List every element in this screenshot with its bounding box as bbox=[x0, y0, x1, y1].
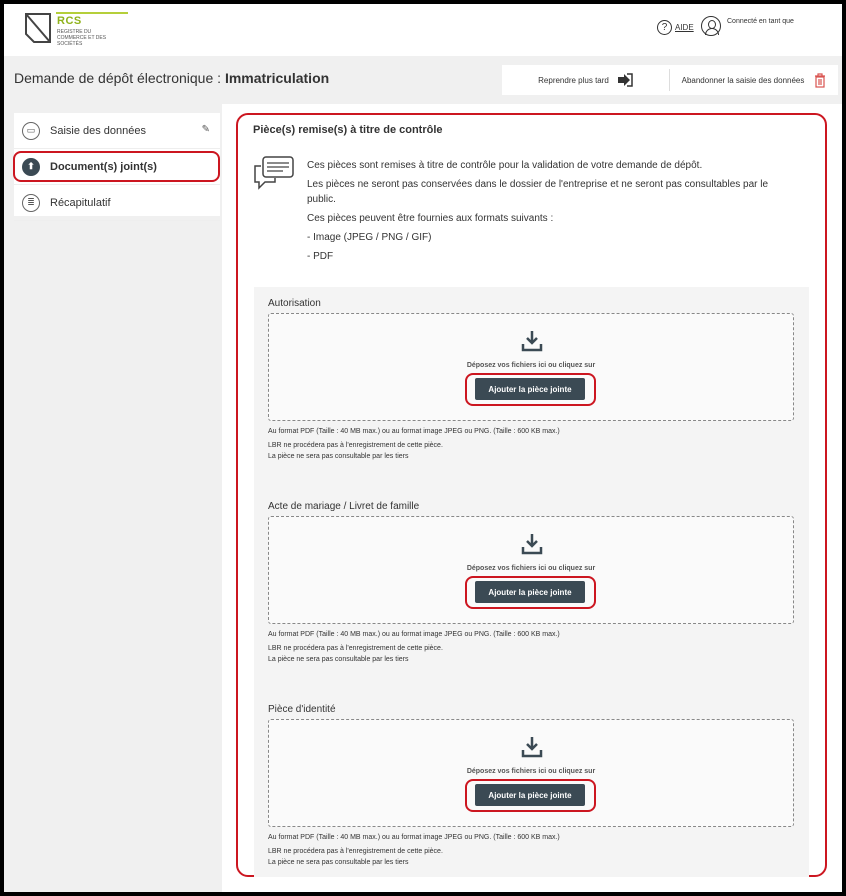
note-lbr: LBR ne procédera pas à l'enregistrement de cette pièce. bbox=[268, 645, 443, 652]
add-attachment-button[interactable]: Ajouter la pièce jointe bbox=[475, 378, 585, 400]
upload-notes bbox=[268, 629, 560, 665]
upload-label: Pièce d'identité bbox=[268, 704, 336, 715]
logo-tagline: REGISTRE DU COMMERCE ET DES SOCIÉTÉS bbox=[57, 29, 107, 47]
sidebar-item-label: Saisie des données bbox=[50, 124, 147, 137]
logo-name: RCS bbox=[57, 15, 82, 27]
info-line: Les pièces ne seront pas conservées dans le dossier de l'entreprise et ne seront pas consultables par le public. bbox=[307, 179, 769, 205]
chat-bubbles-icon bbox=[253, 156, 295, 190]
title-bar bbox=[4, 56, 842, 98]
format-note: Au format PDF (Taille : 40 MB max.) ou au format image JPEG ou PNG. (Taille : 600 KB max.) bbox=[268, 834, 560, 841]
upload-block-acte-mariage bbox=[268, 501, 798, 663]
sidebar-item-label: Document(s) joint(s) bbox=[50, 160, 157, 173]
resume-later-button[interactable] bbox=[502, 69, 670, 91]
info-line: - PDF bbox=[307, 251, 334, 262]
upload-notes bbox=[268, 426, 560, 462]
upload-label: Acte de mariage / Livret de famille bbox=[268, 501, 420, 512]
sidebar-item-recapitulatif[interactable] bbox=[14, 185, 220, 221]
page-title-name: Immatriculation bbox=[224, 70, 330, 86]
top-header bbox=[4, 4, 842, 56]
abandon-label: Abandonner la saisie des données bbox=[681, 75, 805, 85]
question-icon: ? bbox=[657, 20, 672, 35]
help-label: AIDE bbox=[675, 23, 694, 32]
trash-icon bbox=[814, 73, 826, 88]
dropzone-text: Déposez vos fichiers ici ou cliquez sur bbox=[466, 362, 596, 369]
page-title-prefix: Demande de dépôt électronique : bbox=[14, 70, 225, 86]
sidebar-item-documents[interactable] bbox=[14, 149, 220, 185]
upload-block-autorisation bbox=[268, 298, 798, 460]
resume-later-label: Reprendre plus tard bbox=[538, 75, 609, 85]
info-line: Ces pièces peuvent être fournies aux formats suivants : bbox=[307, 213, 554, 224]
user-menu[interactable] bbox=[701, 16, 794, 36]
download-icon bbox=[521, 330, 543, 352]
dropzone[interactable] bbox=[268, 516, 794, 624]
format-note: Au format PDF (Taille : 40 MB max.) ou au format image JPEG ou PNG. (Taille : 600 KB max.) bbox=[268, 631, 560, 638]
dropzone[interactable] bbox=[268, 313, 794, 421]
help-link[interactable] bbox=[657, 20, 694, 35]
upload-notes bbox=[268, 832, 560, 868]
user-label: Connecté en tant que bbox=[727, 18, 794, 25]
book-icon: ▭ bbox=[22, 122, 40, 140]
sidebar-item-label: Récapitulatif bbox=[50, 196, 111, 209]
edit-note-icon: ✎ bbox=[201, 124, 210, 135]
info-line: - Image (JPEG / PNG / GIF) bbox=[307, 232, 432, 243]
logo-accent-line bbox=[56, 12, 128, 14]
dropzone[interactable] bbox=[268, 719, 794, 827]
page-title bbox=[14, 70, 329, 86]
section-title: Pièce(s) remise(s) à titre de contrôle bbox=[253, 124, 443, 136]
dropzone-text: Déposez vos fichiers ici ou cliquez sur bbox=[466, 565, 596, 572]
upload-label: Autorisation bbox=[268, 298, 321, 309]
info-line: Ces pièces sont remises à titre de contrôle pour la validation de votre demande de dépôt. bbox=[307, 160, 703, 171]
note-tiers: La pièce ne sera pas consultable par les tiers bbox=[268, 656, 409, 663]
abandon-button[interactable] bbox=[670, 69, 838, 91]
note-lbr: LBR ne procédera pas à l'enregistrement de cette pièce. bbox=[268, 442, 443, 449]
dropzone-text: Déposez vos fichiers ici ou cliquez sur bbox=[466, 768, 596, 775]
user-avatar-icon bbox=[701, 16, 721, 36]
sign-out-arrow-icon bbox=[617, 73, 633, 87]
rcs-logo[interactable] bbox=[24, 10, 134, 52]
logo-mark-icon bbox=[24, 12, 52, 44]
add-attachment-button[interactable]: Ajouter la pièce jointe bbox=[475, 581, 585, 603]
cloud-upload-icon: ⬆ bbox=[22, 158, 40, 176]
format-note: Au format PDF (Taille : 40 MB max.) ou au format image JPEG ou PNG. (Taille : 600 KB max.) bbox=[268, 428, 560, 435]
sidebar-nav bbox=[14, 113, 220, 216]
sidebar-item-saisie[interactable] bbox=[14, 113, 220, 149]
note-tiers: La pièce ne sera pas consultable par les tiers bbox=[268, 859, 409, 866]
upload-block-piece-identite bbox=[268, 704, 798, 866]
download-icon bbox=[521, 533, 543, 555]
note-lbr: LBR ne procédera pas à l'enregistrement de cette pièce. bbox=[268, 848, 443, 855]
title-actions bbox=[502, 65, 838, 95]
add-attachment-button[interactable]: Ajouter la pièce jointe bbox=[475, 784, 585, 806]
clipboard-icon: ≣ bbox=[22, 194, 40, 212]
download-icon bbox=[521, 736, 543, 758]
note-tiers: La pièce ne sera pas consultable par les tiers bbox=[268, 453, 409, 460]
info-text bbox=[307, 158, 797, 268]
